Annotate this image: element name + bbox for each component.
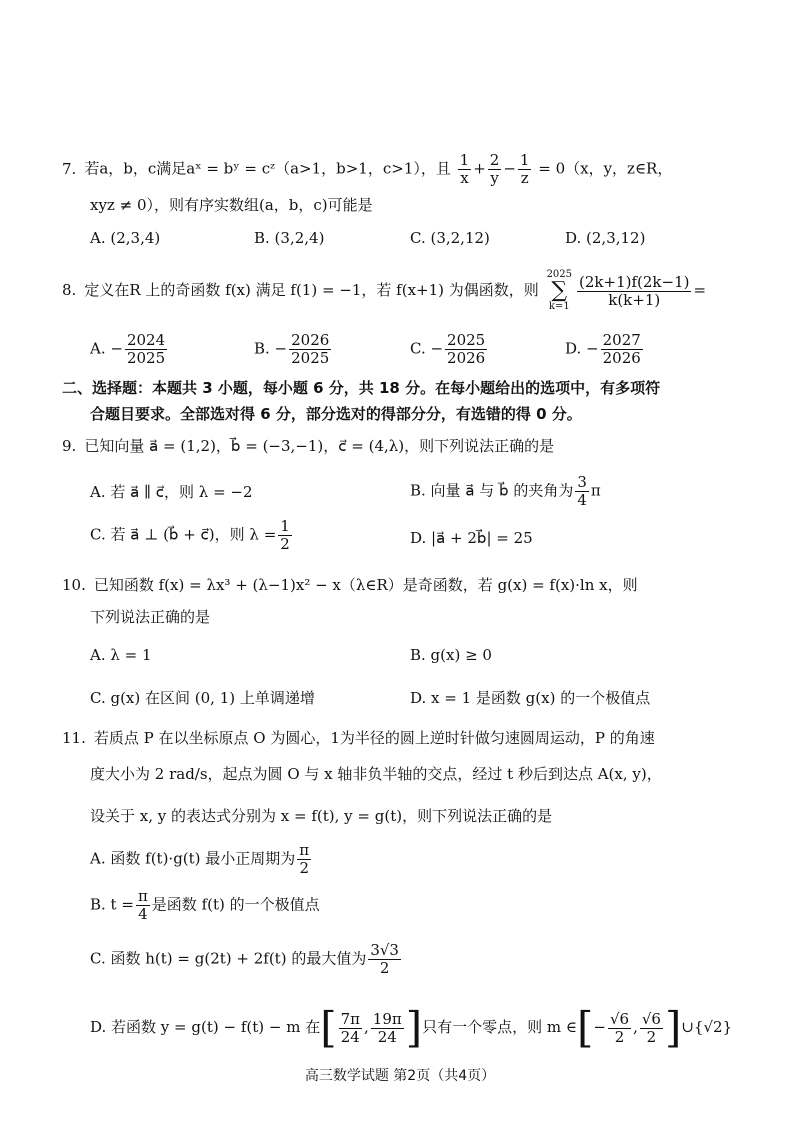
q10-line2: 下列说法正确的是	[90, 608, 211, 626]
q7-frac-1-over-z: $\frac{1}{z}$	[519, 151, 530, 187]
q8-option-c: C. − $\frac{2025}{2026}$	[410, 331, 486, 367]
q9-number: 9.	[62, 437, 77, 455]
q7-number: 7.	[62, 159, 77, 178]
q8-option-a: A. − $\frac{2024}{2025}$	[90, 331, 166, 367]
q11-option-c: C. 函数 h(t) = g(2t) + 2f(t) 的最大值为 $\frac{3√3}{2}$	[90, 941, 399, 977]
q9-option-c: C. 若 a⃗ ⊥ (b⃗ + c⃗)，则 λ = $\frac{1}{2}$	[90, 517, 290, 553]
q11-line2: 度大小为 2 rad/s，起点为圆 O 与 x 轴非负半轴的交点，经过 t 秒后到达点 A(x, y)，	[90, 765, 662, 783]
section-2-heading: 二、选择题：本题共 3 小题，每小题 6 分，共 18 分。在每小题给出的选项中，有多项符	[62, 379, 661, 397]
q7-stem-start: 若a，b，c满足aˣ = bʸ = cᶻ（a>1，b>1，c>1），且	[84, 159, 451, 178]
q8-stem: 定义在R 上的奇函数 f(x) 满足 f(1) = −1，若 f(x+1) 为偶函数，则	[84, 281, 539, 299]
page-footer: 高三数学试题 第2页（共4页）	[304, 1068, 496, 1084]
q9-option-a: A. 若 a⃗ ∥ c⃗，则 λ = −2	[90, 483, 253, 501]
q11-line1	[62, 728, 655, 748]
q9-stem-line	[62, 436, 554, 456]
q8-option-b: B. − $\frac{2026}{2025}$	[254, 331, 330, 367]
q7-line2: xyz ≠ 0），则有序实数组(a，b，c)可能是	[90, 196, 373, 214]
q11-number: 11.	[62, 729, 86, 747]
q11-option-a: A. 函数 f(t)·g(t) 最小正周期为 $\frac{\pi}{2}$	[90, 841, 310, 877]
q9-option-d: D. |a⃗ + 2b⃗| = 25	[410, 529, 533, 547]
q8-number: 8.	[62, 281, 77, 299]
q8-sum-fraction: $\frac{(2k+1)f(2k-1)}{k(k+1)}$	[579, 272, 690, 309]
q9-stem: 已知向量 a⃗ = (1,2)，b⃗ = (−3,−1)，c⃗ = (4,λ)，则下列说法正确的是	[84, 437, 555, 455]
q11-stem: 若质点 P 在以坐标原点 O 为圆心，1为半径的圆上逆时针做匀速圆周运动，P 的角速	[93, 729, 655, 747]
q7-frac-2-over-y: $\frac{2}{y}$	[489, 151, 500, 187]
q7-frac-1-over-x: $\frac{1}{x}$	[459, 151, 470, 187]
q10-option-d: D. x = 1 是函数 g(x) 的一个极值点	[410, 689, 651, 707]
section-2-heading-line2: 合题目要求。全部选对得 6 分，部分选对的得部分分，有选错的得 0 分。	[90, 405, 582, 423]
q10-number: 10.	[62, 576, 86, 594]
q11-option-b: B. t = $\frac{\pi}{4}$ 是函数 f(t) 的一个极值点	[90, 887, 320, 923]
q7-option-d: D. (2,3,12)	[565, 229, 646, 247]
q10-stem: 已知函数 f(x) = λx³ + (λ−1)x² − x（λ∈R）是奇函数，若 g(x) = f(x)·ln x，则	[93, 576, 638, 594]
q8-line1: 8. 定义在R 上的奇函数 f(x) 满足 f(1) = −1，若 f(x+1) 为偶函数，则 2025 ∑ k=1 $\frac{(2k+1)f(2k-1)}{k(k+1)}$ =	[62, 269, 707, 312]
q7-option-a: A. (2,3,4)	[90, 229, 161, 247]
q7-option-c: C. (3,2,12)	[410, 229, 490, 247]
q10-option-c: C. g(x) 在区间 (0, 1) 上单调递增	[90, 689, 315, 707]
q7-stem-tail: = 0（x，y，z∈R，	[538, 159, 673, 178]
q7-option-b: B. (3,2,4)	[254, 229, 325, 247]
q10-option-b: B. g(x) ≥ 0	[410, 646, 492, 664]
q11-option-d: D. 若函数 y = g(t) − f(t) − m 在[ $\frac{7\pi}{24}$ , $\frac{19\pi}{24}$ ]只有一个零点，则 m ∈[− $\frac{√6}{2}$ , $\frac{√6}{2}$ ]∪{√2}	[90, 1003, 733, 1052]
q10-line1	[62, 575, 638, 595]
q7-line1: 7. 若a，b，c满足aˣ = bʸ = cᶻ（a>1，b>1，c>1），且 $\frac{1}{x}$ + $\frac{2}{y}$ − $\frac{1}{z}$ = 0（x，y，z∈R，	[62, 151, 673, 187]
q8-option-d: D. − $\frac{2027}{2026}$	[565, 331, 641, 367]
q11-line3: 设关于 x, y 的表达式分别为 x = f(t), y = g(t)，则下列说法正确的是	[90, 807, 553, 825]
q8-summation: 2025 ∑ k=1	[546, 269, 573, 312]
q9-option-b: B. 向量 a⃗ 与 b⃗ 的夹角为 $\frac{3}{4}$ π	[410, 473, 601, 509]
q10-option-a: A. λ = 1	[90, 646, 152, 664]
